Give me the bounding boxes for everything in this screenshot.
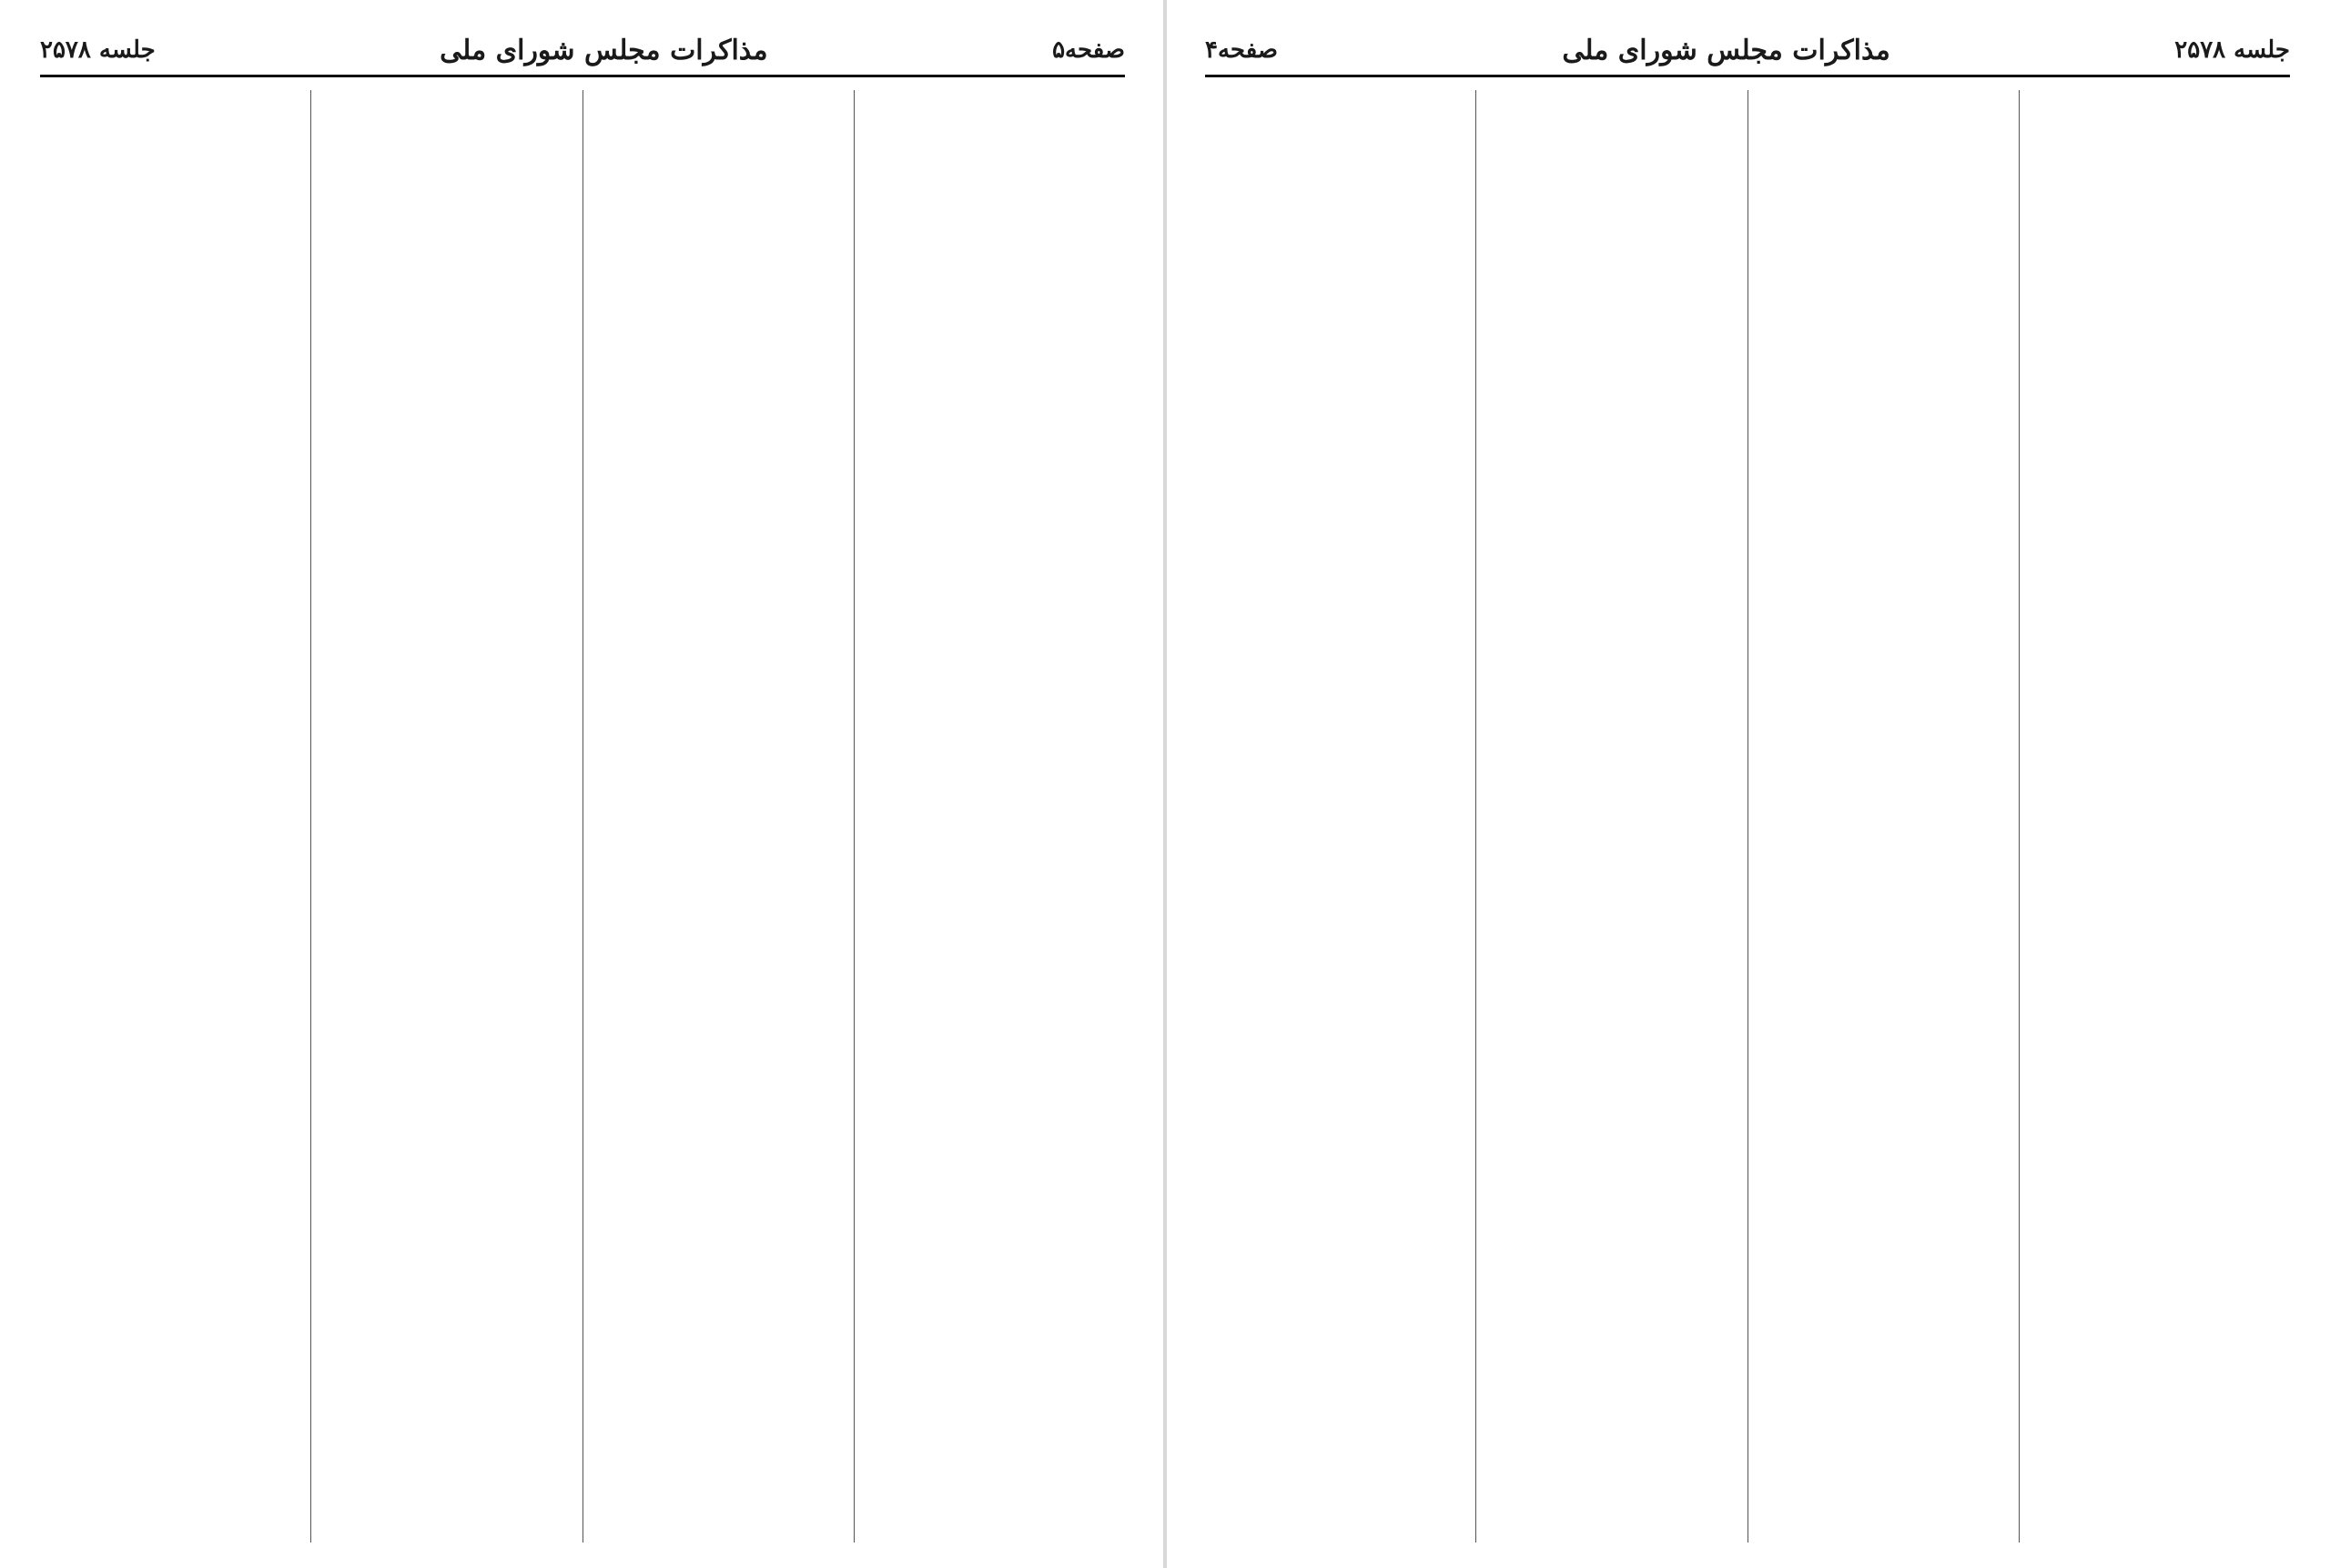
page-gutter	[1163, 0, 1167, 1568]
text-column	[583, 90, 855, 1543]
text-column	[1476, 90, 1748, 1543]
text-column	[1205, 90, 1476, 1543]
right-page	[1165, 0, 2330, 1568]
page-title: مذاکرات مجلس شورای ملی	[440, 34, 768, 66]
text-columns	[1205, 90, 2290, 1543]
page-header	[1205, 25, 2290, 77]
text-column	[2020, 90, 2290, 1543]
text-column	[40, 90, 311, 1543]
text-column	[855, 90, 1125, 1543]
text-column	[311, 90, 582, 1543]
text-column	[1748, 90, 2020, 1543]
page-number: صفحه۴	[1205, 36, 1278, 64]
page-number: صفحه۵	[1052, 36, 1125, 64]
session-number: جلسه ۲۵۷۸	[40, 36, 156, 64]
text-columns	[40, 90, 1125, 1543]
page-header	[40, 25, 1125, 77]
session-number: جلسه ۲۵۷۸	[2174, 36, 2290, 64]
page-title: مذاکرات مجلس شورای ملی	[1562, 34, 1890, 66]
